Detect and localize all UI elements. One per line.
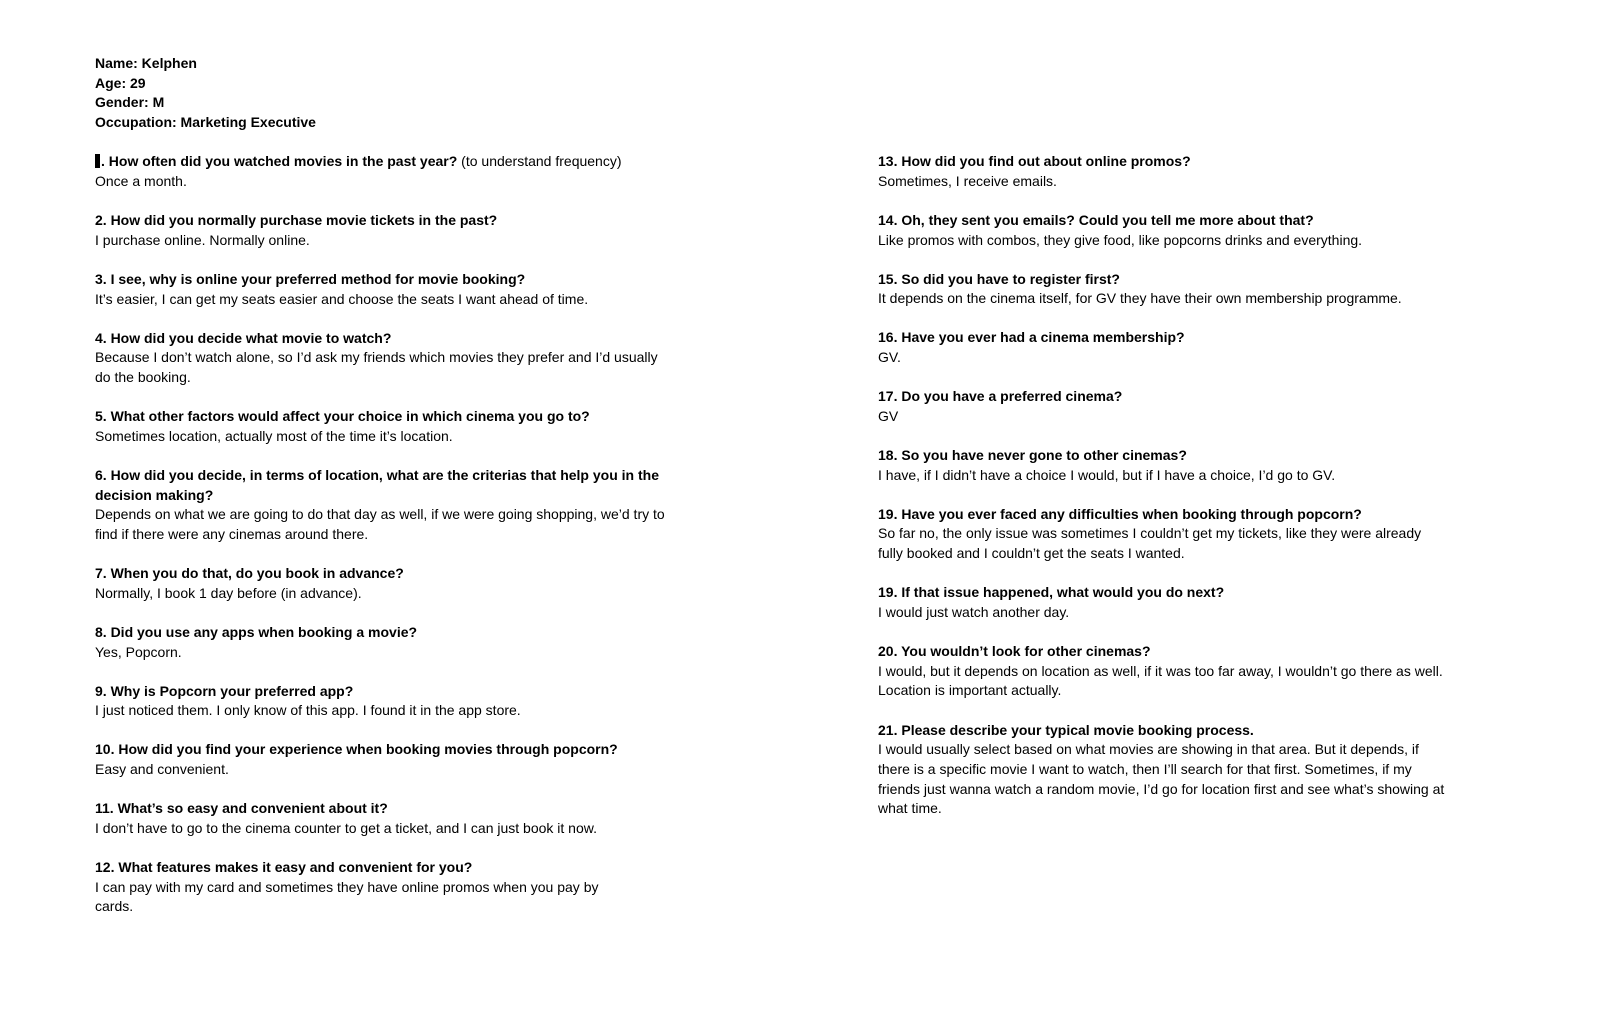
answer-text: I don’t have to go to the cinema counter to get a ticket, and I can just book it now. (95, 819, 597, 836)
answer-text: I can pay with my card and sometimes they have online promos when you pay by cards. (95, 878, 599, 915)
right-column (878, 54, 1523, 838)
question-bold: . How often did you watched movies in the past year? (101, 153, 458, 170)
qa-block-15 (878, 270, 1523, 309)
question-text: 6. How did you decide, in terms of location, what are the criterias that help you in the decision making? (95, 466, 659, 503)
answer-text: I would usually select based on what movies are showing in that area. But it depends, if there is a specific movie I want to watch, then I’ll search for that first. Sometimes, if my friends just wanna watch a random movie, I’d go for location first and see what’s showing at what time. (878, 741, 1445, 817)
answer-text: GV. (878, 349, 901, 366)
left-column (95, 54, 740, 937)
qa-block-10 (95, 740, 740, 779)
qa-block-13 (878, 152, 1523, 191)
answer-text: Depends on what we are going to do that day as well, if we were going shopping, we’d try to find if there were any cinemas around there. (95, 506, 665, 542)
answer-text: It’s easier, I can get my seats easier and choose the seats I want ahead of time. (95, 290, 589, 307)
qa-block-1 (95, 152, 740, 191)
answer-text: I have, if I didn’t have a choice I would, but if I have a choice, I’d go to GV. (878, 466, 1336, 483)
question-text: 20. You wouldn’t look for other cinemas? (878, 643, 1151, 660)
qa-block-18 (878, 446, 1523, 485)
answer-text: I would just watch another day. (878, 603, 1070, 620)
answer-text: So far no, the only issue was sometimes I couldn’t get my tickets, like they were already fully booked and I couldn’t get the seats I wanted. (878, 525, 1422, 562)
question-text: 19. Have you ever faced any difficulties when booking through popcorn? (878, 505, 1362, 522)
question-text: 12. What features makes it easy and convenient for you? (95, 859, 473, 876)
question-text: 5. What other factors would affect your choice in which cinema you go to? (95, 408, 590, 425)
text-cursor-icon (95, 154, 100, 168)
answer-text: Yes, Popcorn. (95, 643, 182, 660)
answer-text: Because I don’t watch alone, so I’d ask my friends which movies they prefer and I’d usually do the booking. (95, 349, 658, 385)
qa-block-19a (878, 505, 1523, 564)
question-text (95, 152, 740, 172)
question-text: 3. I see, why is online your preferred method for movie booking? (95, 270, 526, 287)
question-text: 9. Why is Popcorn your preferred app? (95, 682, 354, 699)
question-note: (to understand frequency) (457, 153, 622, 170)
answer-text: Once a month. (95, 172, 187, 189)
qa-block-12 (95, 858, 740, 917)
question-text: 4. How did you decide what movie to watch? (95, 329, 392, 346)
qa-block-3 (95, 270, 740, 309)
question-text: 14. Oh, they sent you emails? Could you tell me more about that? (878, 211, 1314, 228)
question-text: 21. Please describe your typical movie booking process. (878, 721, 1254, 738)
answer-text: I just noticed them. I only know of this app. I found it in the app store. (95, 702, 521, 719)
qa-block-6 (95, 466, 740, 545)
qa-block-17 (878, 387, 1523, 426)
answer-text: Normally, I book 1 day before (in advance). (95, 584, 362, 601)
answer-text: I would, but it depends on location as well, if it was too far away, I wouldn’t go there as well. Location is important actually. (878, 662, 1443, 699)
question-text: 18. So you have never gone to other cinemas? (878, 446, 1187, 463)
answer-text: It depends on the cinema itself, for GV they have their own membership programme. (878, 290, 1402, 307)
qa-block-14 (878, 211, 1523, 250)
qa-block-8 (95, 623, 740, 662)
profile-occupation: Occupation: Marketing Executive (95, 114, 316, 131)
question-text: 8. Did you use any apps when booking a movie? (95, 623, 418, 640)
profile-name: Name: Kelphen (95, 55, 197, 71)
answer-text: Easy and convenient. (95, 761, 229, 778)
answer-text: I purchase online. Normally online. (95, 231, 310, 248)
question-text: 19. If that issue happened, what would you do next? (878, 584, 1225, 601)
question-text: 17. Do you have a preferred cinema? (878, 388, 1123, 405)
question-text: 10. How did you find your experience when booking movies through popcorn? (95, 741, 618, 758)
respondent-profile (95, 54, 740, 133)
profile-gender: Gender: M (95, 94, 165, 111)
qa-block-4 (95, 329, 740, 388)
qa-block-16 (878, 328, 1523, 367)
qa-block-2 (95, 211, 740, 250)
question-text: 13. How did you find out about online promos? (878, 153, 1191, 169)
question-text: 2. How did you normally purchase movie tickets in the past? (95, 212, 498, 228)
answer-text: Sometimes, I receive emails. (878, 172, 1057, 189)
qa-block-19b (878, 583, 1523, 622)
profile-age: Age: 29 (95, 74, 146, 91)
qa-block-7 (95, 564, 740, 603)
qa-block-20 (878, 642, 1523, 701)
qa-block-5 (95, 407, 740, 446)
qa-block-21 (878, 721, 1523, 820)
question-text: 16. Have you ever had a cinema membership? (878, 329, 1185, 346)
question-text: 7. When you do that, do you book in advance? (95, 565, 404, 582)
answer-text: Sometimes location, actually most of the time it’s location. (95, 427, 453, 444)
answer-text: Like promos with combos, they give food, like popcorns drinks and everything. (878, 231, 1363, 248)
question-text: 11. What’s so easy and convenient about it? (95, 800, 388, 817)
answer-text: GV (878, 407, 899, 424)
two-column-layout (95, 54, 1600, 937)
qa-block-9 (95, 682, 740, 721)
qa-block-11 (95, 799, 740, 838)
question-text: 15. So did you have to register first? (878, 270, 1120, 287)
